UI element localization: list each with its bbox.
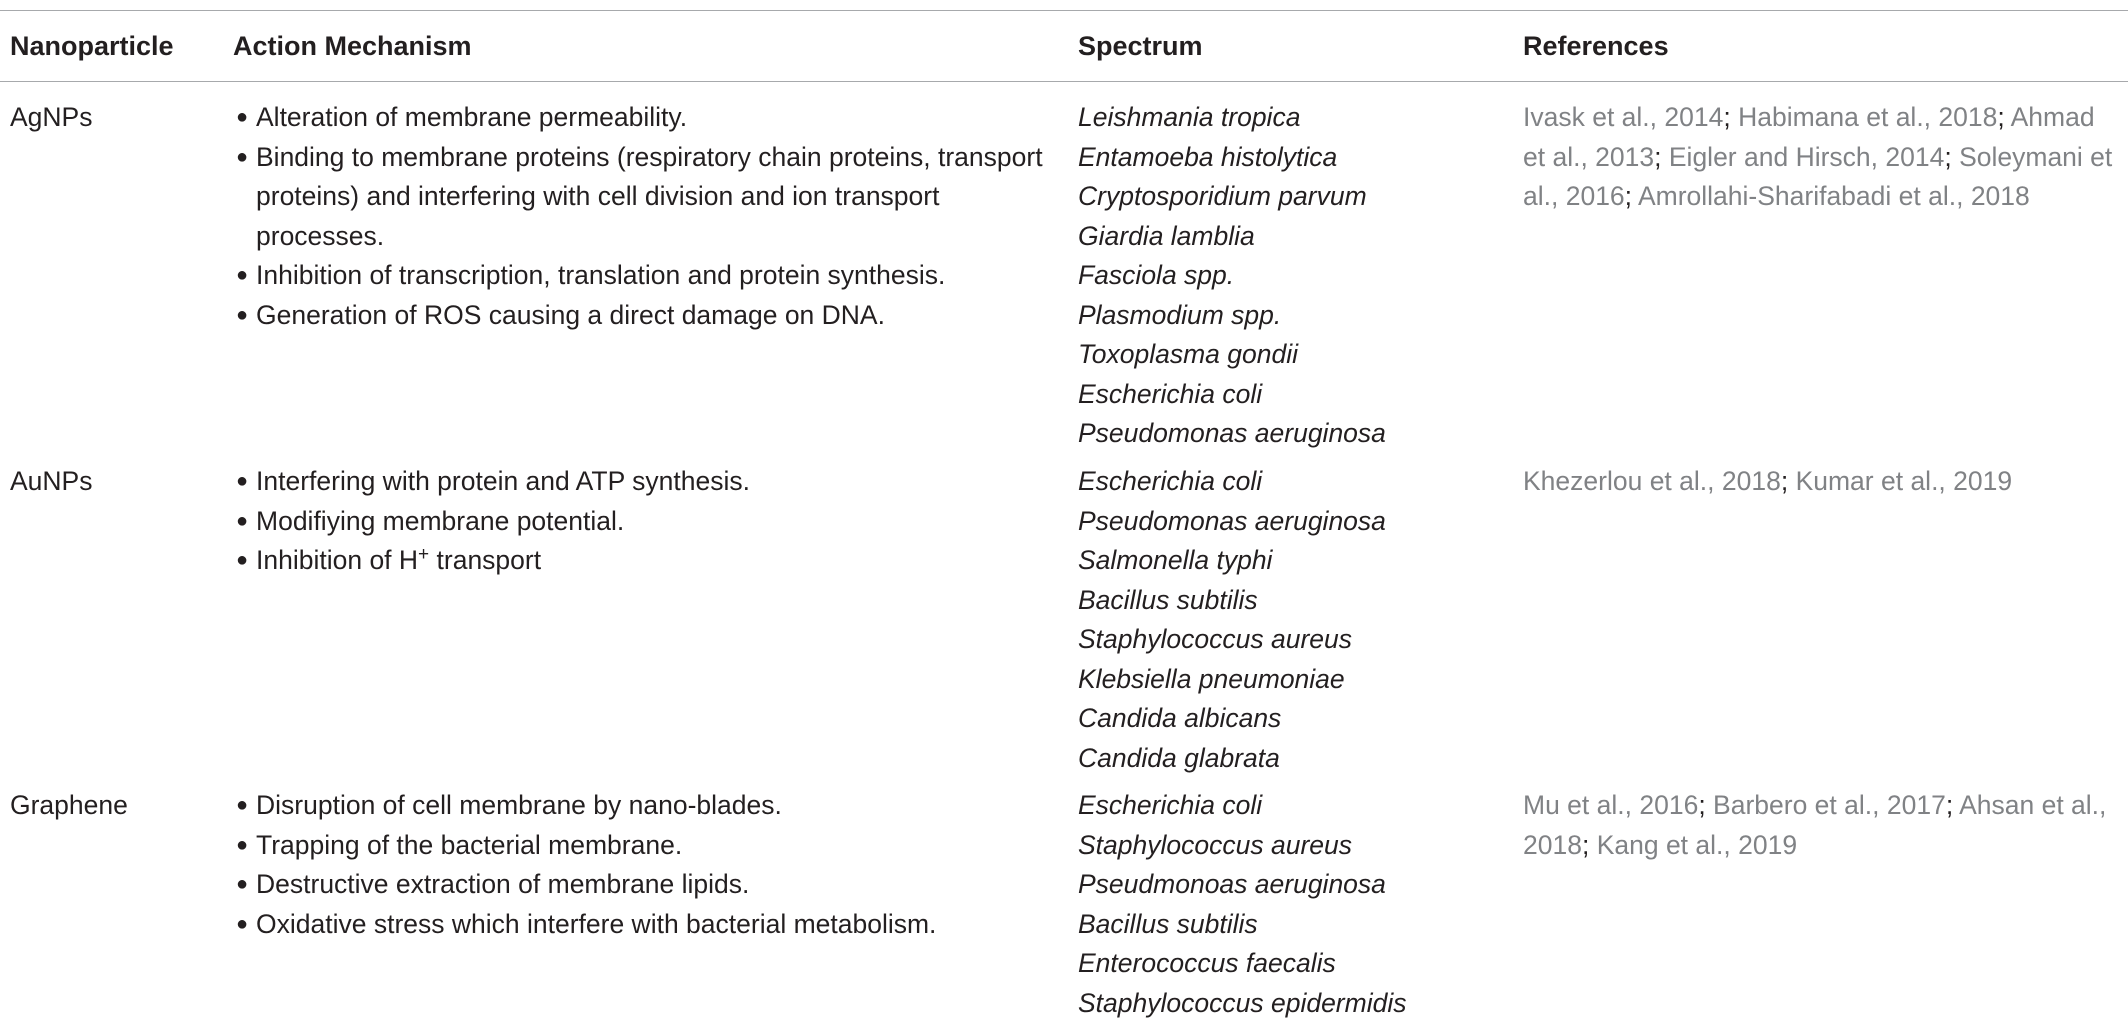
spectrum-item: Bacillus subtilis [1078, 584, 1258, 615]
reference-link[interactable]: Habimana et al., 2018 [1738, 102, 1998, 132]
mechanism-text-prefix: Inhibition of H [256, 545, 419, 575]
bullet-icon: ● [236, 303, 249, 326]
spectrum-item: Leishmania tropica [1078, 102, 1301, 132]
header-references: References [1523, 31, 1669, 61]
row-graphene-nanoparticle: Graphene [10, 790, 128, 820]
bullet-icon: ● [236, 264, 249, 286]
header-action-mechanism: Action Mechanism [233, 31, 472, 61]
spectrum-item: Cryptosporidium parvum [1078, 181, 1367, 211]
reference-link[interactable]: Amrollahi-Sharifabadi et al., 2018 [1637, 181, 2030, 211]
reference-link[interactable]: Kang et al., 2019 [1596, 829, 1798, 860]
reference-link[interactable]: Ivask et al., 2014 [1523, 102, 1724, 132]
spectrum-item: Entamoeba histolytica [1078, 141, 1338, 172]
spectrum-item: Pseudomonas aeruginosa [1078, 505, 1386, 536]
spectrum-item: Staphylococcus epidermidis [1078, 987, 1407, 1018]
mechanism-text: Trapping of the bacterial membrane. [256, 829, 683, 860]
header-nanoparticle: Nanoparticle [10, 31, 174, 61]
spectrum-item: Escherichia coli [1078, 378, 1263, 409]
reference-separator: ; [1624, 181, 1638, 211]
mechanism-item [233, 541, 1073, 581]
row-agnps-mechanisms [233, 98, 1073, 335]
reference-separator: ; [1654, 141, 1669, 172]
spectrum-item: Toxoplasma gondii [1078, 339, 1298, 369]
spectrum-item: Giardia lamblia [1078, 220, 1255, 251]
header-spectrum: Spectrum [1078, 31, 1203, 61]
reference-separator: ; [1944, 141, 1960, 172]
row-graphene-references [1523, 786, 2118, 865]
bullet-icon: ● [236, 912, 249, 935]
spectrum-item: Staphylococcus aureus [1078, 624, 1352, 654]
reference-link[interactable]: Ahsan et al., 2018 [1523, 790, 2107, 860]
reference-link[interactable]: Barbero et al., 2017 [1713, 790, 1946, 820]
row-aunps-nanoparticle: AuNPs [10, 466, 93, 496]
mechanism-text: Destructive extraction of membrane lipids. [256, 869, 750, 899]
mechanism-text: Generation of ROS causing a direct damage on DNA. [256, 299, 885, 330]
reference-link[interactable]: Ahmad et al., 2013 [1523, 102, 2095, 172]
spectrum-item: Enterococcus faecalis [1078, 948, 1336, 978]
reference-link[interactable]: Mu et al., 2016 [1523, 790, 1699, 820]
spectrum-item: Bacillus subtilis [1078, 908, 1258, 939]
row-graphene-mechanisms [233, 786, 1073, 944]
reference-link[interactable]: Kumar et al., 2019 [1795, 466, 2013, 496]
table-header-rule [0, 81, 2128, 82]
mechanism-text-suffix: transport [429, 545, 542, 575]
reference-link[interactable]: Khezerlou et al., 2018 [1523, 466, 1781, 496]
table-top-rule [0, 10, 2128, 11]
row-aunps-spectrum [1078, 462, 1508, 778]
reference-separator: ; [1723, 102, 1739, 132]
mechanism-item [233, 296, 1073, 336]
mechanism-item [233, 826, 1073, 866]
mechanism-item [233, 462, 1073, 502]
row-agnps-nanoparticle: AgNPs [10, 102, 93, 132]
spectrum-item: Plasmodium spp. [1078, 299, 1282, 330]
bullet-icon: ● [236, 145, 249, 168]
reference-separator: ; [1581, 829, 1597, 860]
row-aunps-references [1523, 462, 2118, 502]
bullet-icon: ● [236, 873, 249, 895]
reference-link[interactable]: Soleymani et al., 2016 [1523, 141, 2113, 211]
reference-separator: ; [1698, 790, 1714, 820]
spectrum-item: Fasciola spp. [1078, 260, 1235, 290]
mechanism-item [233, 502, 1073, 542]
mechanism-item [233, 786, 1073, 826]
mechanism-item [233, 865, 1073, 905]
spectrum-item: Escherichia coli [1078, 466, 1263, 496]
bullet-icon: ● [236, 549, 249, 571]
spectrum-item: Salmonella typhi [1078, 545, 1273, 575]
reference-separator: ; [1945, 790, 1960, 820]
spectrum-item: Candida glabrata [1078, 742, 1280, 773]
bullet-icon: ● [236, 833, 249, 856]
spectrum-item: Candida albicans [1078, 703, 1282, 733]
spectrum-item: Pseudmonoas aeruginosa [1078, 869, 1386, 899]
mechanism-text: Alteration of membrane permeability. [256, 102, 688, 132]
row-graphene-spectrum [1078, 786, 1508, 1023]
spectrum-item: Klebsiella pneumoniae [1078, 663, 1345, 694]
mechanism-text: Inhibition of transcription, translation and protein synthesis. [256, 260, 946, 290]
mechanism-item [233, 256, 1073, 296]
mechanism-item [233, 905, 1073, 945]
spectrum-item: Escherichia coli [1078, 790, 1263, 820]
row-agnps-spectrum [1078, 98, 1508, 454]
mechanism-item [233, 138, 1073, 257]
row-agnps-references [1523, 98, 2118, 217]
mechanism-text: Disruption of cell membrane by nano-blades. [256, 790, 782, 820]
mechanism-text: Interfering with protein and ATP synthesis. [256, 466, 750, 496]
superscript-plus: + [418, 544, 430, 565]
mechanism-item [233, 98, 1073, 138]
mechanism-text: Binding to membrane proteins (respiratory chain proteins, transport proteins) and interfering with cell division and ion transport processes. [256, 141, 1043, 251]
bullet-icon: ● [236, 794, 249, 816]
mechanism-text: Modifiying membrane potential. [256, 505, 625, 536]
reference-separator: ; [1997, 102, 2011, 132]
spectrum-item: Staphylococcus aureus [1078, 829, 1352, 860]
bullet-icon: ● [236, 106, 249, 128]
spectrum-item: Pseudomonas aeruginosa [1078, 418, 1386, 448]
bullet-icon: ● [236, 509, 249, 532]
reference-separator: ; [1780, 466, 1796, 496]
row-aunps-mechanisms [233, 462, 1073, 581]
mechanism-text: Oxidative stress which interfere with bacterial metabolism. [256, 908, 937, 939]
bullet-icon: ● [236, 470, 249, 492]
reference-link[interactable]: Eigler and Hirsch, 2014 [1668, 141, 1945, 172]
